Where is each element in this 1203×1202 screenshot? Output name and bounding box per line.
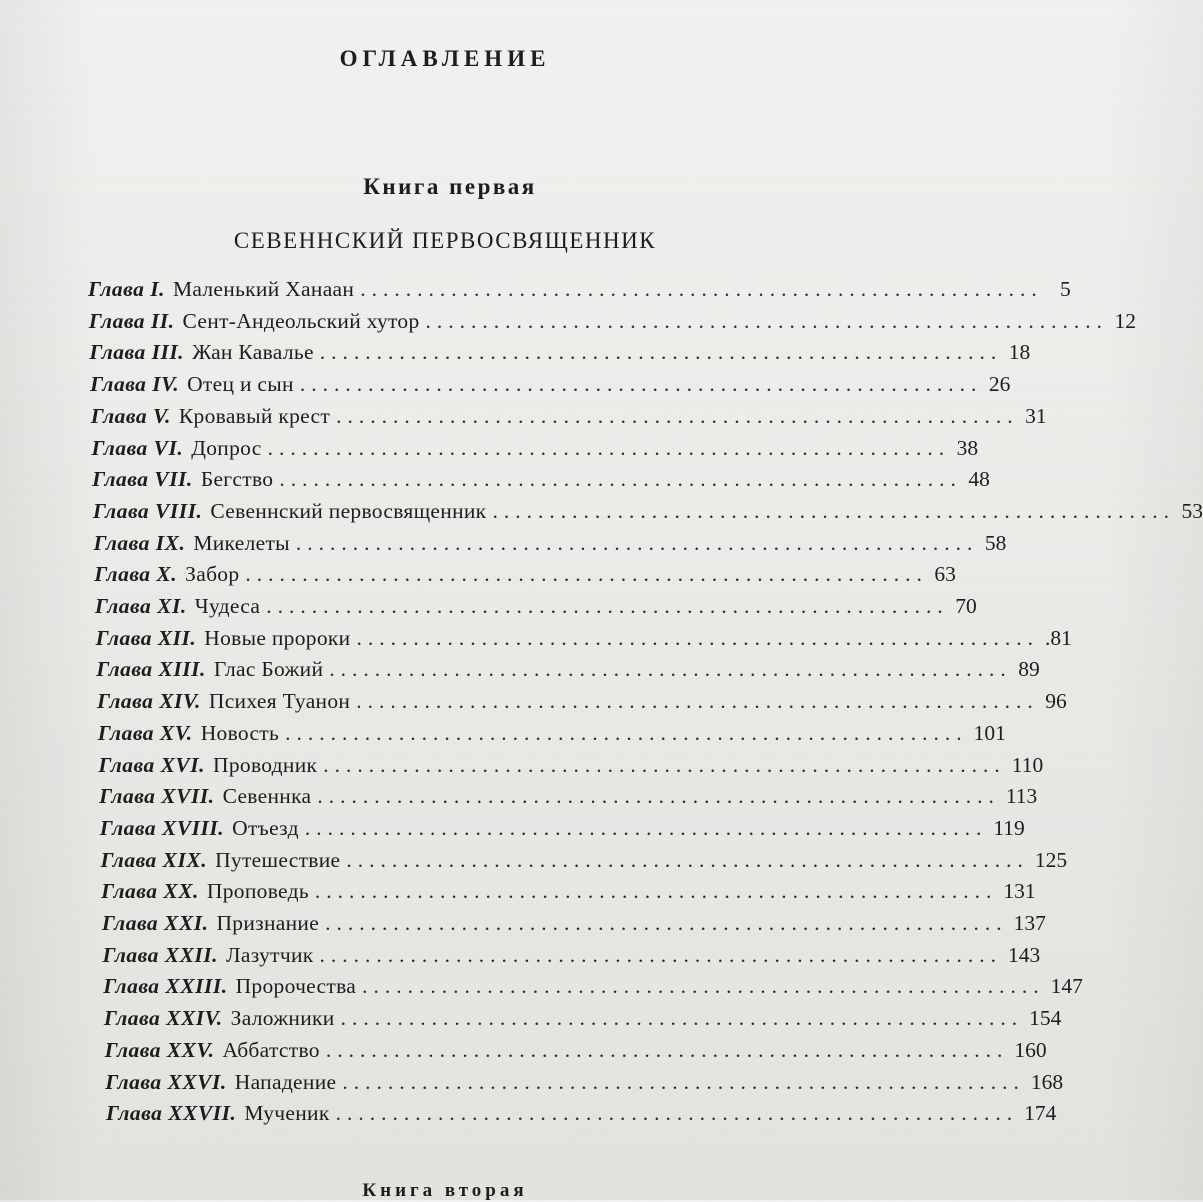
dot-leader: ............................................................	[267, 435, 951, 460]
chapter-title: Допрос	[191, 435, 262, 460]
page-number: 113	[1005, 784, 1038, 809]
chapter-title: Севеннка	[222, 784, 312, 809]
toc-entry	[93, 530, 1007, 562]
page-number: 125	[1034, 847, 1068, 872]
toc-entry	[106, 1101, 1057, 1132]
page-number: 143	[1008, 942, 1041, 967]
dot-leader: ............................................................	[329, 657, 1012, 682]
chapter-label: Глава VII.	[92, 467, 193, 492]
chapter-title: Заложники	[230, 1006, 335, 1031]
chapter-label: Глава XVIII.	[99, 815, 225, 840]
chapter-title: Глас Божий	[213, 657, 324, 682]
dot-leader: ............................................................	[335, 1101, 1019, 1126]
dot-leader: ............................................................	[314, 879, 998, 904]
page-number: 53	[1181, 498, 1203, 523]
chapter-title: Пророчества	[235, 974, 357, 999]
chapter-label: Глава IV.	[90, 372, 180, 397]
toc-entry	[102, 942, 1041, 974]
dot-leader: ............................................................	[362, 974, 1045, 999]
chapter-label: Глава XIII.	[96, 657, 206, 682]
dot-leader: ............................................................	[319, 340, 1003, 365]
page-number: 12	[1114, 308, 1137, 333]
chapter-title: Жан Кавалье	[192, 340, 314, 365]
page-number: .81	[1044, 625, 1072, 650]
chapter-title: Проповедь	[206, 879, 309, 904]
chapter-label: Глава XVI.	[98, 752, 206, 777]
page-number: 58	[984, 530, 1007, 555]
chapter-label: Глава VIII.	[92, 498, 203, 523]
chapter-label: Глава XI.	[94, 594, 187, 618]
dot-leader: ............................................................	[279, 467, 962, 492]
toc-entry	[100, 847, 1068, 879]
dot-leader: ............................................................	[346, 847, 1029, 872]
chapter-label: Глава XIV.	[97, 689, 201, 714]
dot-leader: ............................................................	[295, 530, 979, 555]
toc-entry	[90, 372, 1011, 403]
dot-leader: ............................................................	[317, 784, 1000, 809]
chapter-title: Микелеты	[193, 530, 290, 555]
toc-entry	[88, 308, 1137, 340]
chapter-label: Глава V.	[90, 403, 171, 428]
page-number: 101	[973, 720, 1006, 745]
chapter-label: Глава IX.	[93, 530, 186, 555]
chapter-label: Глава XXVII.	[106, 1101, 237, 1126]
page-number: 96	[1045, 689, 1067, 714]
part-heading: СЕВЕННСКИЙ ПЕРВОСВЯЩЕННИК	[233, 228, 657, 253]
chapter-title: Севеннский первосвященник	[210, 498, 487, 523]
chapter-label: Глава XVII.	[99, 784, 215, 809]
dot-leader: ............................................................	[319, 942, 1003, 967]
toc-entry	[99, 815, 1025, 847]
chapter-title: Новость	[200, 720, 280, 745]
chapter-label: Глава XXVI.	[105, 1069, 227, 1094]
toc-entry	[97, 720, 1006, 752]
page-number: 89	[1018, 657, 1040, 682]
dot-leader: ............................................................	[340, 1006, 1024, 1031]
chapter-title: Нападение	[234, 1069, 337, 1094]
page-number: 31	[1025, 403, 1047, 428]
chapter-label: Глава XXI.	[101, 911, 209, 935]
toc-entry	[94, 562, 956, 593]
toc-entry	[103, 1006, 1062, 1037]
page-number: 174	[1024, 1101, 1057, 1126]
dot-leader: ............................................................	[285, 720, 968, 745]
dot-leader: ............................................................	[336, 403, 1019, 428]
chapter-label: Глава XXIV.	[103, 1006, 223, 1031]
dot-leader: ............................................................	[323, 752, 1006, 777]
dot-leader: ............................................................	[360, 277, 1043, 301]
chapter-label: Глава XIX.	[100, 847, 208, 872]
toc-entry	[94, 594, 977, 625]
toc-entry	[101, 911, 1046, 942]
chapter-title: Чудеса	[194, 594, 261, 618]
dot-leader: ............................................................	[356, 625, 1039, 650]
chapter-label: Глава X.	[94, 562, 178, 587]
toc-entry	[91, 435, 979, 467]
page-number: 26	[988, 372, 1011, 397]
dot-leader: ............................................................	[266, 594, 949, 618]
page-number: 48	[968, 467, 990, 492]
chapter-label: Глава XXV.	[104, 1037, 215, 1062]
chapter-title: Мученик	[244, 1101, 330, 1126]
next-book-heading: Книга вторая	[362, 1180, 528, 1201]
page-number: 119	[993, 815, 1025, 840]
chapter-label: Глава VI.	[91, 435, 184, 460]
page-number: 168	[1030, 1069, 1064, 1094]
toc-entry	[88, 277, 1071, 308]
chapter-label: Глава XXIII.	[103, 974, 228, 999]
page-number: 160	[1014, 1037, 1047, 1062]
chapter-title: Отъезд	[232, 815, 299, 840]
page-number: 63	[934, 562, 956, 587]
dot-leader: ............................................................	[325, 1037, 1009, 1062]
toc-entry	[97, 689, 1067, 720]
chapter-title: Кровавый крест	[178, 403, 331, 428]
page-number: 154	[1029, 1006, 1062, 1031]
page-number: 70	[955, 594, 977, 618]
toc-entry	[96, 657, 1040, 688]
dot-leader: ............................................................	[342, 1069, 1025, 1094]
chapter-title: Отец и сын	[187, 372, 294, 397]
toc-entry	[89, 340, 1031, 371]
toc-entry	[104, 1037, 1047, 1069]
page-number: 38	[956, 435, 979, 460]
chapter-label: Глава I.	[88, 277, 165, 301]
toc-entry	[90, 403, 1047, 435]
toc-entry	[92, 498, 1203, 530]
chapter-label: Глава XII.	[95, 625, 197, 650]
page-number: 147	[1050, 974, 1083, 999]
chapter-label: Глава XX.	[101, 879, 199, 904]
chapter-title: Маленький Ханаан	[172, 277, 355, 301]
toc-entry	[101, 879, 1036, 910]
book-heading: Книга первая	[363, 174, 537, 199]
page-title: ОГЛАВЛЕНИЕ	[339, 46, 551, 71]
chapter-title: Сент-Андеольский хутор	[182, 308, 420, 333]
chapter-label: Глава XXII.	[102, 942, 219, 967]
toc-entry	[92, 467, 990, 498]
toc-entry	[95, 625, 1072, 657]
dot-leader: ............................................................	[425, 308, 1109, 333]
chapter-title: Психея Туанон	[208, 689, 351, 714]
chapter-title: Новые пророки	[204, 625, 351, 650]
toc-entry	[99, 784, 1038, 815]
toc-entry	[105, 1069, 1064, 1101]
chapter-title: Аббатство	[222, 1037, 320, 1062]
chapter-title: Путешествие	[215, 847, 341, 872]
page-number: 137	[1013, 911, 1046, 935]
dot-leader: ............................................................	[299, 372, 983, 397]
chapter-title: Проводник	[213, 752, 318, 777]
chapter-title: Лазутчик	[226, 942, 314, 967]
page-number: 131	[1003, 879, 1036, 904]
dot-leader: ............................................................	[245, 562, 928, 587]
page-number: 5	[1059, 277, 1071, 301]
dot-leader: ............................................................	[492, 498, 1175, 523]
dot-leader: ............................................................	[356, 689, 1039, 714]
chapter-label: Глава II.	[88, 308, 175, 333]
page-number: 110	[1011, 752, 1044, 777]
toc-entry	[98, 752, 1044, 784]
page-number: 18	[1008, 340, 1031, 365]
chapter-title: Признание	[216, 911, 320, 935]
dot-leader: ............................................................	[325, 911, 1008, 935]
chapter-label: Глава XV.	[97, 720, 193, 745]
chapter-title: Забор	[185, 562, 240, 587]
chapter-label: Глава III.	[89, 340, 185, 365]
toc-entry	[103, 974, 1083, 1005]
chapter-title: Бегство	[200, 467, 274, 492]
dot-leader: ............................................................	[304, 815, 988, 840]
